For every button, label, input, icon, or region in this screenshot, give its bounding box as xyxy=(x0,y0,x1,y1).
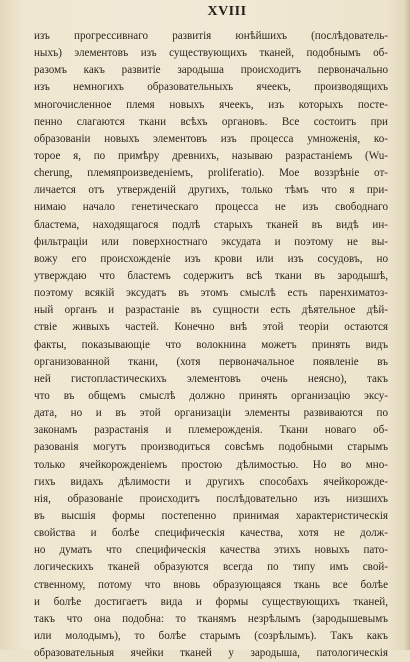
text-line: бластема, находящагося подлѣ старыхъ тканей въ видѣ ин- xyxy=(34,218,388,231)
text-line: ныхъ) элементовъ изъ существующихъ тканей, подобнымъ об- xyxy=(34,47,388,60)
text-line: торое я, по примѣру древнихъ, называю разрастаніемъ (Wu- xyxy=(34,149,388,162)
text-line: факты, показывающіе что волокнина можетъ принять видъ xyxy=(34,338,388,351)
text-line: дата, но и въ этой организаціи элементы развиваются по xyxy=(34,407,388,420)
page-edge-shadow xyxy=(404,0,410,650)
text-line: ственному, потому что вновь образующаяся ткань все болѣе xyxy=(34,578,388,591)
text-line: и болѣе достигаетъ вида и формы существующихъ тканей, xyxy=(34,595,388,608)
text-line: личается отъ утвержденій другихъ, только тѣмъ что я при- xyxy=(34,184,388,197)
text-line: нія, образованіе происходитъ послѣдовательно изъ низшихъ xyxy=(34,492,388,505)
text-line: въ высшія формы постепенно принимая характеристическія xyxy=(34,509,388,522)
text-line: что въ общемъ смыслѣ должно принять организацію эксу- xyxy=(34,389,388,402)
text-line: изъ прогрессивнаго развитія юнѣйшихъ (послѣдователь- xyxy=(34,30,388,42)
text-line: законамъ разрастанія и племерожденія. Ткани новаго об- xyxy=(34,424,388,437)
text-line: разованія могутъ производиться совсѣмъ подобными старымъ xyxy=(34,441,388,454)
text-line: логическихъ тканей образуются всегда по типу имъ свой- xyxy=(34,561,388,574)
text-line: утверждаю что бластемъ содержитъ всѣ ткани въ зародышѣ, xyxy=(34,269,388,282)
text-line: многочисленное племя новыхъ ячеекъ, изъ которыхъ посте- xyxy=(34,98,388,111)
text-line: ней гистопластическихъ элементовъ очень неясно), такъ xyxy=(34,372,388,385)
text-line: гихъ видахъ дѣлимости и другихъ способахъ ячейкорожде- xyxy=(34,475,388,488)
text-line: ный органъ и разрастаніе въ сущности есть дѣятельное дѣй- xyxy=(34,304,388,317)
text-line: вожу его происхожденіе изъ крови или изъ сосудовъ, но xyxy=(34,252,388,265)
text-line: cherung, племяпроизведеніемъ, proliferatio). Мое воззрѣніе от- xyxy=(34,167,388,180)
text-line: только ячейкорожденіемъ простою дѣлимостью. Но во мно- xyxy=(34,458,388,471)
text-line: такъ что она подобна: то тканямъ незрѣлымъ (зародышевымъ xyxy=(34,612,388,625)
text-line: но думать что специфическія качества этихъ новыхъ пато- xyxy=(34,544,388,557)
text-line: организованной ткани, (хотя первоначальное появленіе въ xyxy=(34,355,388,368)
text-line: образовательныя ячейки тканей у зародыша, патологическія xyxy=(34,647,388,660)
text-line: изъ немногихъ образовательныхъ ячеекъ, производящихъ xyxy=(34,81,388,94)
text-line: или молодымъ), то болѣе старымъ (созрѣлымъ). Такъ какъ xyxy=(34,629,388,642)
text-line: фильтраціи или поверхностнаго эксудата и поэтому не вы- xyxy=(34,235,388,248)
text-line: поэтому всякій эксудатъ въ этомъ смыслѣ есть паренхиматоз- xyxy=(34,287,388,300)
text-line: ствіе живыхъ частей. Конечно внѣ этой теоріи остаются xyxy=(34,321,388,334)
text-line: пенно слагаются ткани всѣхъ органовъ. Все состоитъ при xyxy=(34,115,388,128)
text-line: образованіи новыхъ элементовъ изъ процесса умноженія, ко- xyxy=(34,132,388,145)
text-line: нимаю начало генетическаго процесса не изъ свободнаго xyxy=(34,201,388,214)
text-line: разомъ какъ развитіе зародыша происходитъ первоначально xyxy=(34,64,388,77)
body-text xyxy=(34,28,388,662)
page-number: XVIII xyxy=(207,4,247,19)
text-line: свойства и болѣе специфическія качества, хотя не долж- xyxy=(34,527,388,540)
